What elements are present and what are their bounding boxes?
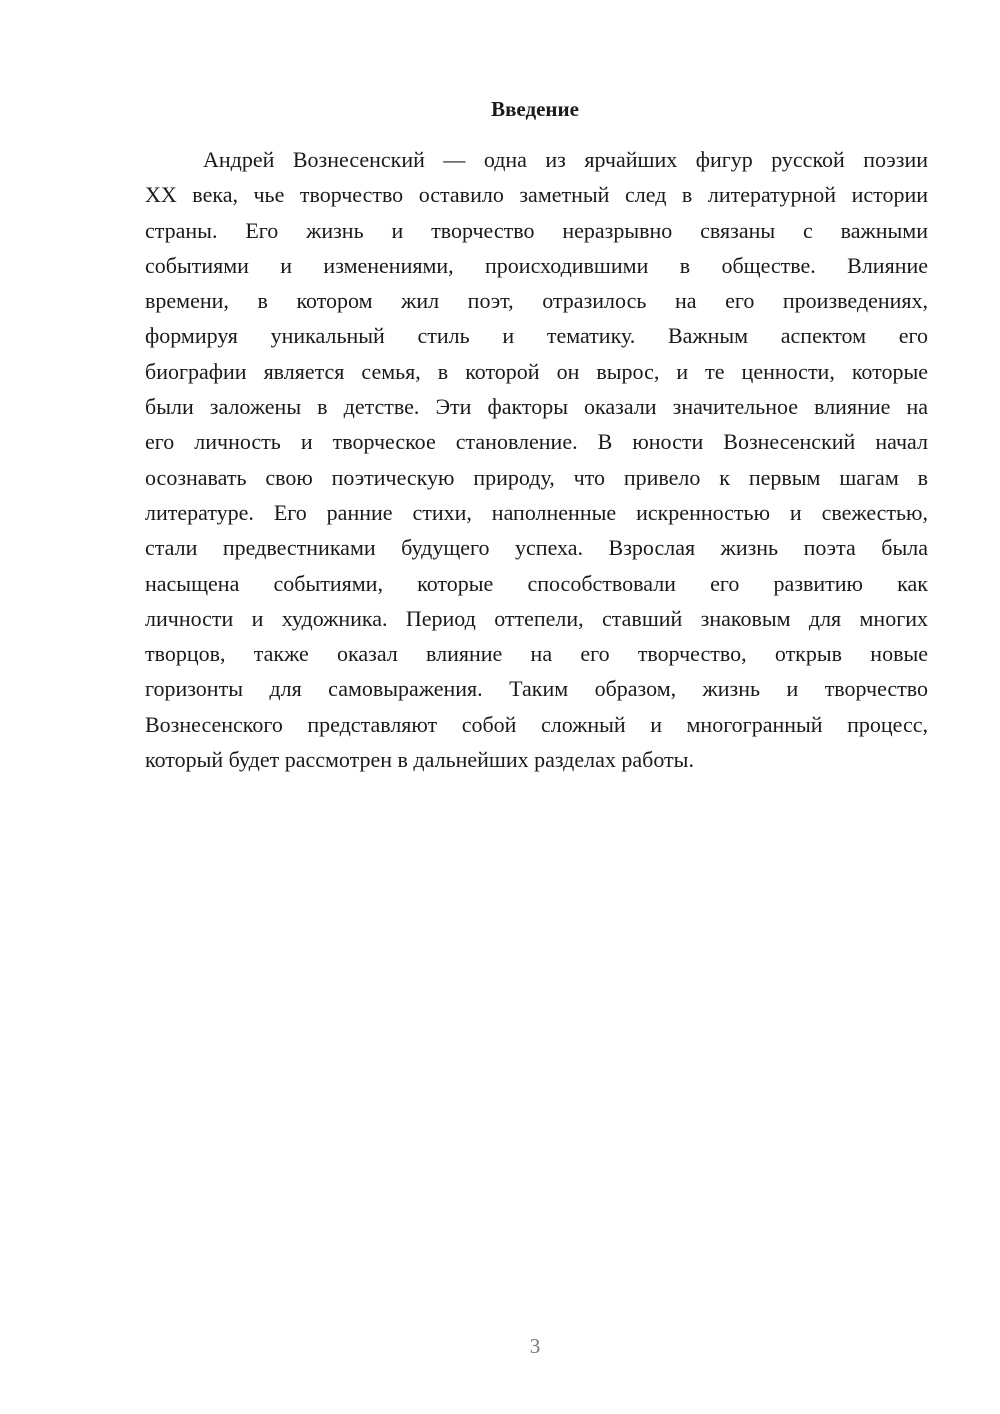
text-line: формируя уникальный стиль и тематику. Важным аспектом его xyxy=(145,323,928,349)
text-line: насыщена событиями, которые способствовали его развитию как xyxy=(145,570,928,596)
text-line: который будет рассмотрен в дальнейших разделах работы. xyxy=(145,747,694,773)
text-line: творцов, также оказал влияние на его творчество, открыв новые xyxy=(145,641,928,667)
text-line: стали предвестниками будущего успеха. Взрослая жизнь поэта была xyxy=(145,535,928,561)
text-line: страны. Его жизнь и творчество неразрывно связаны с важными xyxy=(145,217,928,243)
text-line: XX века, чье творчество оставило заметный след в литературной истории xyxy=(145,182,928,208)
section-heading: Введение xyxy=(491,97,579,121)
text-line: личности и художника. Период оттепели, ставший знаковым для многих xyxy=(145,605,928,631)
text-line: его личность и творческое становление. В юности Вознесенский начал xyxy=(145,429,928,455)
text-line: осознавать свою поэтическую природу, что привело к первым шагам в xyxy=(145,464,928,490)
text-line: горизонты для самовыражения. Таким образом, жизнь и творчество xyxy=(145,676,928,702)
text-line: событиями и изменениями, происходившими в обществе. Влияние xyxy=(145,252,928,278)
text-line: времени, в котором жил поэт, отразилось на его произведениях, xyxy=(145,288,928,314)
text-line: Андрей Вознесенский — одна из ярчайших фигур русской поэзии xyxy=(203,147,928,172)
text-line: литературе. Его ранние стихи, наполненные искренностью и свежестью, xyxy=(145,499,928,525)
text-line: были заложены в детстве. Эти факторы оказали значительное влияние на xyxy=(145,394,928,420)
text-line: биографии является семья, в которой он вырос, и те ценности, которые xyxy=(145,358,928,384)
paragraph xyxy=(145,145,928,780)
text-line: Вознесенского представляют собой сложный и многогранный процесс, xyxy=(145,711,928,737)
page-number: 3 xyxy=(529,1334,541,1358)
